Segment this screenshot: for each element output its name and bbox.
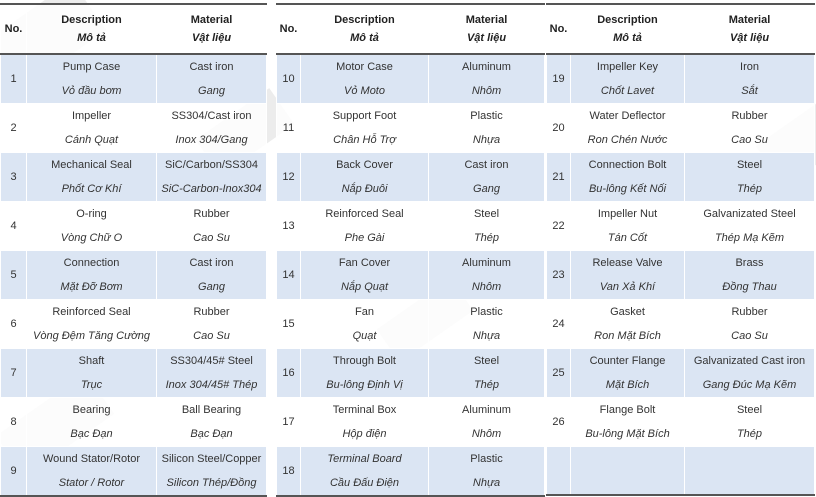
- description-vi: Phốt Cơ Khí: [61, 183, 122, 195]
- material-en: Cast iron: [189, 257, 234, 269]
- material-cell: [429, 398, 545, 447]
- material-en: Plastic: [470, 110, 503, 122]
- description-vi: Cầu Đấu Điện: [329, 477, 400, 489]
- material-en: SS304/45# Steel: [170, 355, 253, 367]
- row-number: 26: [547, 398, 571, 447]
- row-number: [547, 447, 571, 496]
- table-row: [547, 104, 815, 153]
- material-cell: [685, 300, 815, 349]
- material-en: Brass: [735, 257, 764, 269]
- description-vi: Quạt: [352, 330, 377, 342]
- material-cell: [157, 104, 267, 153]
- row-number: 13: [277, 202, 301, 251]
- material-vi: Thép: [736, 183, 763, 195]
- table-row: [277, 251, 545, 300]
- material-vi: Nhựa: [472, 477, 501, 489]
- row-number: 21: [547, 153, 571, 202]
- description-en: Back Cover: [336, 159, 393, 171]
- material-cell: [429, 104, 545, 153]
- material-cell: [157, 251, 267, 300]
- description-cell: [27, 447, 157, 497]
- material-cell: [429, 251, 545, 300]
- description-en: Impeller Nut: [597, 208, 658, 220]
- description-en: Connection Bolt: [588, 159, 667, 171]
- description-vi: Nắp Quạt: [340, 281, 389, 293]
- material-vi: Gang: [198, 281, 225, 293]
- description-cell: [27, 349, 157, 398]
- row-number: 10: [277, 54, 301, 104]
- table-row: [1, 349, 267, 398]
- material-cell: [157, 300, 267, 349]
- row-number: 5: [1, 251, 27, 300]
- table-row: [277, 398, 545, 447]
- description-vi: Bu-lông Định Vị: [326, 379, 403, 391]
- row-number: 18: [277, 447, 301, 497]
- row-number: 1: [1, 54, 27, 104]
- material-en: Cast iron: [189, 61, 234, 73]
- material-en: Steel: [736, 159, 763, 171]
- table-row: [1, 447, 267, 497]
- table-row: [277, 349, 545, 398]
- table-row: [547, 202, 815, 251]
- description-vi: Ron Mặt Bích: [594, 330, 661, 342]
- material-cell: [157, 398, 267, 447]
- description-cell: [301, 202, 429, 251]
- description-vi: Vòng Đệm Tăng Cường: [33, 330, 150, 342]
- description-vi: Nắp Đuôi: [341, 183, 388, 195]
- description-en: Through Bolt: [333, 355, 396, 367]
- description-cell: [301, 104, 429, 153]
- header-description: Description Mô tả: [301, 4, 429, 54]
- material-en: Aluminum: [462, 61, 511, 73]
- material-cell: [685, 104, 815, 153]
- material-vi: Gang Đúc Mạ Kẽm: [702, 379, 797, 391]
- material-vi: Cao Su: [193, 232, 230, 244]
- table-row: [1, 398, 267, 447]
- material-cell: [429, 300, 545, 349]
- description-cell: [27, 153, 157, 202]
- description-vi: Tán Cốt: [607, 232, 648, 244]
- material-vi: Gang: [473, 183, 500, 195]
- description-vi: Vỏ Moto: [344, 85, 385, 97]
- table-row: [547, 54, 815, 104]
- material-en: Plastic: [470, 453, 503, 465]
- material-en: Aluminum: [462, 404, 511, 416]
- description-vi: Bu-lông Kết Nối: [588, 183, 667, 195]
- material-en: Steel: [473, 208, 500, 220]
- material-en: SS304/Cast iron: [171, 110, 252, 122]
- row-number: 17: [277, 398, 301, 447]
- material-en: Ball Bearing: [181, 404, 242, 416]
- description-en: Fan Cover: [338, 257, 391, 269]
- description-en: Impeller: [71, 110, 112, 122]
- description-cell: [301, 251, 429, 300]
- material-vi: Nhôm: [471, 85, 502, 97]
- description-cell: [301, 349, 429, 398]
- material-cell: [685, 349, 815, 398]
- description-cell: [27, 54, 157, 104]
- material-cell: [157, 349, 267, 398]
- material-en: Rubber: [731, 110, 768, 122]
- material-vi: Đồng Thau: [722, 281, 777, 293]
- material-cell: [157, 202, 267, 251]
- table-row: [277, 153, 545, 202]
- row-number: 2: [1, 104, 27, 153]
- material-vi: Cao Su: [193, 330, 230, 342]
- material-en: Iron: [740, 61, 759, 73]
- material-cell: [429, 349, 545, 398]
- table-row: [1, 202, 267, 251]
- material-cell: [685, 251, 815, 300]
- description-en: Support Foot: [332, 110, 397, 122]
- material-vi: Nhôm: [471, 428, 502, 440]
- material-en: Silicon Steel/Copper: [161, 453, 262, 465]
- table-row: [1, 300, 267, 349]
- material-vi: Nhựa: [472, 134, 501, 146]
- table-row: [277, 300, 545, 349]
- material-en: Galvanizated Steel: [703, 208, 796, 220]
- description-en: Reinforced Seal: [325, 208, 404, 220]
- description-vi: Chốt Lavet: [600, 85, 655, 97]
- material-vi: SiC-Carbon-Inox304: [161, 183, 262, 195]
- material-en: Galvanizated Cast iron: [693, 355, 806, 367]
- description-en: Shaft: [78, 355, 105, 367]
- material-vi: Nhôm: [471, 281, 502, 293]
- description-vi: Bu-lông Mặt Bích: [585, 428, 670, 440]
- description-en: Connection: [63, 257, 120, 269]
- row-number: 19: [547, 54, 571, 104]
- description-vi: Vỏ đầu bơm: [61, 85, 122, 97]
- description-cell: [301, 153, 429, 202]
- material-en: Plastic: [470, 306, 503, 318]
- material-cell: [685, 153, 815, 202]
- parts-table-2: [276, 3, 545, 497]
- description-en: Release Valve: [592, 257, 663, 269]
- material-en: Cast iron: [464, 159, 509, 171]
- row-number: 7: [1, 349, 27, 398]
- header-no: No.: [1, 4, 27, 54]
- description-vi: Ron Chén Nước: [587, 134, 668, 146]
- description-cell: [571, 251, 685, 300]
- table-row: [277, 447, 545, 497]
- header-material: Material Vật liệu: [157, 4, 267, 54]
- row-number: 25: [547, 349, 571, 398]
- header-no: No.: [547, 4, 571, 54]
- row-number: 16: [277, 349, 301, 398]
- description-en: Terminal Board: [327, 453, 402, 465]
- description-vi: Van Xả Khí: [599, 281, 656, 293]
- table-row: [277, 202, 545, 251]
- material-vi: Thép: [473, 379, 500, 391]
- material-vi: Inox 304/45# Thép: [165, 379, 258, 391]
- description-cell: [301, 54, 429, 104]
- table-row: [547, 251, 815, 300]
- material-cell: [685, 398, 815, 447]
- description-vi: Trục: [80, 379, 103, 391]
- row-number: 22: [547, 202, 571, 251]
- row-number: 4: [1, 202, 27, 251]
- description-vi: Phe Gài: [344, 232, 385, 244]
- description-cell: [301, 300, 429, 349]
- material-vi: Inox 304/Gang: [175, 134, 248, 146]
- header-description: Description Mô tả: [571, 4, 685, 54]
- material-cell: [429, 447, 545, 497]
- material-vi: Cao Su: [731, 134, 768, 146]
- description-en: Bearing: [72, 404, 111, 416]
- description-vi: Mặt Bích: [605, 379, 650, 391]
- material-vi: Bạc Đạn: [190, 428, 233, 440]
- description-cell: [571, 349, 685, 398]
- material-en: Rubber: [731, 306, 768, 318]
- description-vi: Mặt Đỡ Bơm: [60, 281, 123, 293]
- material-cell: [429, 54, 545, 104]
- material-vi: Silicon Thép/Đồng: [166, 477, 257, 489]
- table-row: [1, 104, 267, 153]
- material-en: Rubber: [193, 306, 230, 318]
- description-en: Impeller Key: [596, 61, 659, 73]
- table-row: [1, 251, 267, 300]
- material-vi: Thép Mạ Kẽm: [714, 232, 785, 244]
- header-no: No.: [277, 4, 301, 54]
- parts-table-3: [546, 3, 815, 496]
- description-vi: Bạc Đạn: [70, 428, 113, 440]
- table-row: [277, 104, 545, 153]
- material-en: Steel: [736, 404, 763, 416]
- description-en: Pump Case: [62, 61, 121, 73]
- table-row: [547, 153, 815, 202]
- row-number: 24: [547, 300, 571, 349]
- row-number: 11: [277, 104, 301, 153]
- material-vi: Thép: [736, 428, 763, 440]
- description-en: Reinforced Seal: [52, 306, 131, 318]
- material-cell: [157, 54, 267, 104]
- description-cell: [27, 398, 157, 447]
- description-vi: Stator / Rotor: [58, 477, 125, 489]
- material-cell: [157, 447, 267, 497]
- description-cell: [571, 398, 685, 447]
- description-vi: Vòng Chữ O: [60, 232, 123, 244]
- row-number: 12: [277, 153, 301, 202]
- material-vi: Cao Su: [731, 330, 768, 342]
- description-vi: Cánh Quạt: [64, 134, 119, 146]
- table-row: [547, 300, 815, 349]
- description-cell: [571, 447, 685, 496]
- row-number: 9: [1, 447, 27, 497]
- description-vi: Hộp điện: [342, 428, 387, 440]
- row-number: 20: [547, 104, 571, 153]
- description-cell: [571, 202, 685, 251]
- material-cell: [429, 153, 545, 202]
- material-en: SiC/Carbon/SS304: [165, 159, 258, 171]
- material-vi: Thép: [473, 232, 500, 244]
- material-cell: [685, 447, 815, 496]
- description-en: Fan: [355, 306, 374, 318]
- description-cell: [27, 104, 157, 153]
- table-row: [1, 153, 267, 202]
- parts-table-1: [0, 3, 267, 497]
- material-vi: Sắt: [741, 85, 758, 97]
- material-en: Rubber: [193, 208, 230, 220]
- row-number: 23: [547, 251, 571, 300]
- description-cell: [571, 54, 685, 104]
- description-en: Flange Bolt: [599, 404, 656, 416]
- description-cell: [571, 300, 685, 349]
- material-vi: Gang: [198, 85, 225, 97]
- material-cell: [685, 202, 815, 251]
- table-row: [547, 398, 815, 447]
- table-row: [277, 54, 545, 104]
- description-en: Motor Case: [336, 61, 393, 73]
- row-number: 8: [1, 398, 27, 447]
- material-cell: [429, 202, 545, 251]
- row-number: 15: [277, 300, 301, 349]
- description-cell: [27, 202, 157, 251]
- material-vi: Nhựa: [472, 330, 501, 342]
- description-cell: [301, 447, 429, 497]
- header-material: Material Vật liệu: [429, 4, 545, 54]
- material-cell: [157, 153, 267, 202]
- table-row: [1, 54, 267, 104]
- description-en: Mechanical Seal: [51, 159, 132, 171]
- header-material: Material Vật liệu: [685, 4, 815, 54]
- description-vi: Chân Hỗ Trợ: [333, 134, 396, 146]
- description-cell: [301, 398, 429, 447]
- material-cell: [685, 54, 815, 104]
- description-en: Terminal Box: [332, 404, 397, 416]
- description-en: O-ring: [76, 208, 107, 220]
- description-en: Gasket: [610, 306, 645, 318]
- description-cell: [571, 104, 685, 153]
- table-row: [547, 447, 815, 496]
- description-en: Counter Flange: [589, 355, 666, 367]
- header-description: Description Mô tả: [27, 4, 157, 54]
- row-number: 3: [1, 153, 27, 202]
- table-row: [547, 349, 815, 398]
- description-en: Wound Stator/Rotor: [42, 453, 140, 465]
- material-en: Aluminum: [462, 257, 511, 269]
- description-en: Water Deflector: [589, 110, 666, 122]
- material-en: Steel: [473, 355, 500, 367]
- description-cell: [27, 300, 157, 349]
- row-number: 14: [277, 251, 301, 300]
- row-number: 6: [1, 300, 27, 349]
- description-cell: [27, 251, 157, 300]
- description-cell: [571, 153, 685, 202]
